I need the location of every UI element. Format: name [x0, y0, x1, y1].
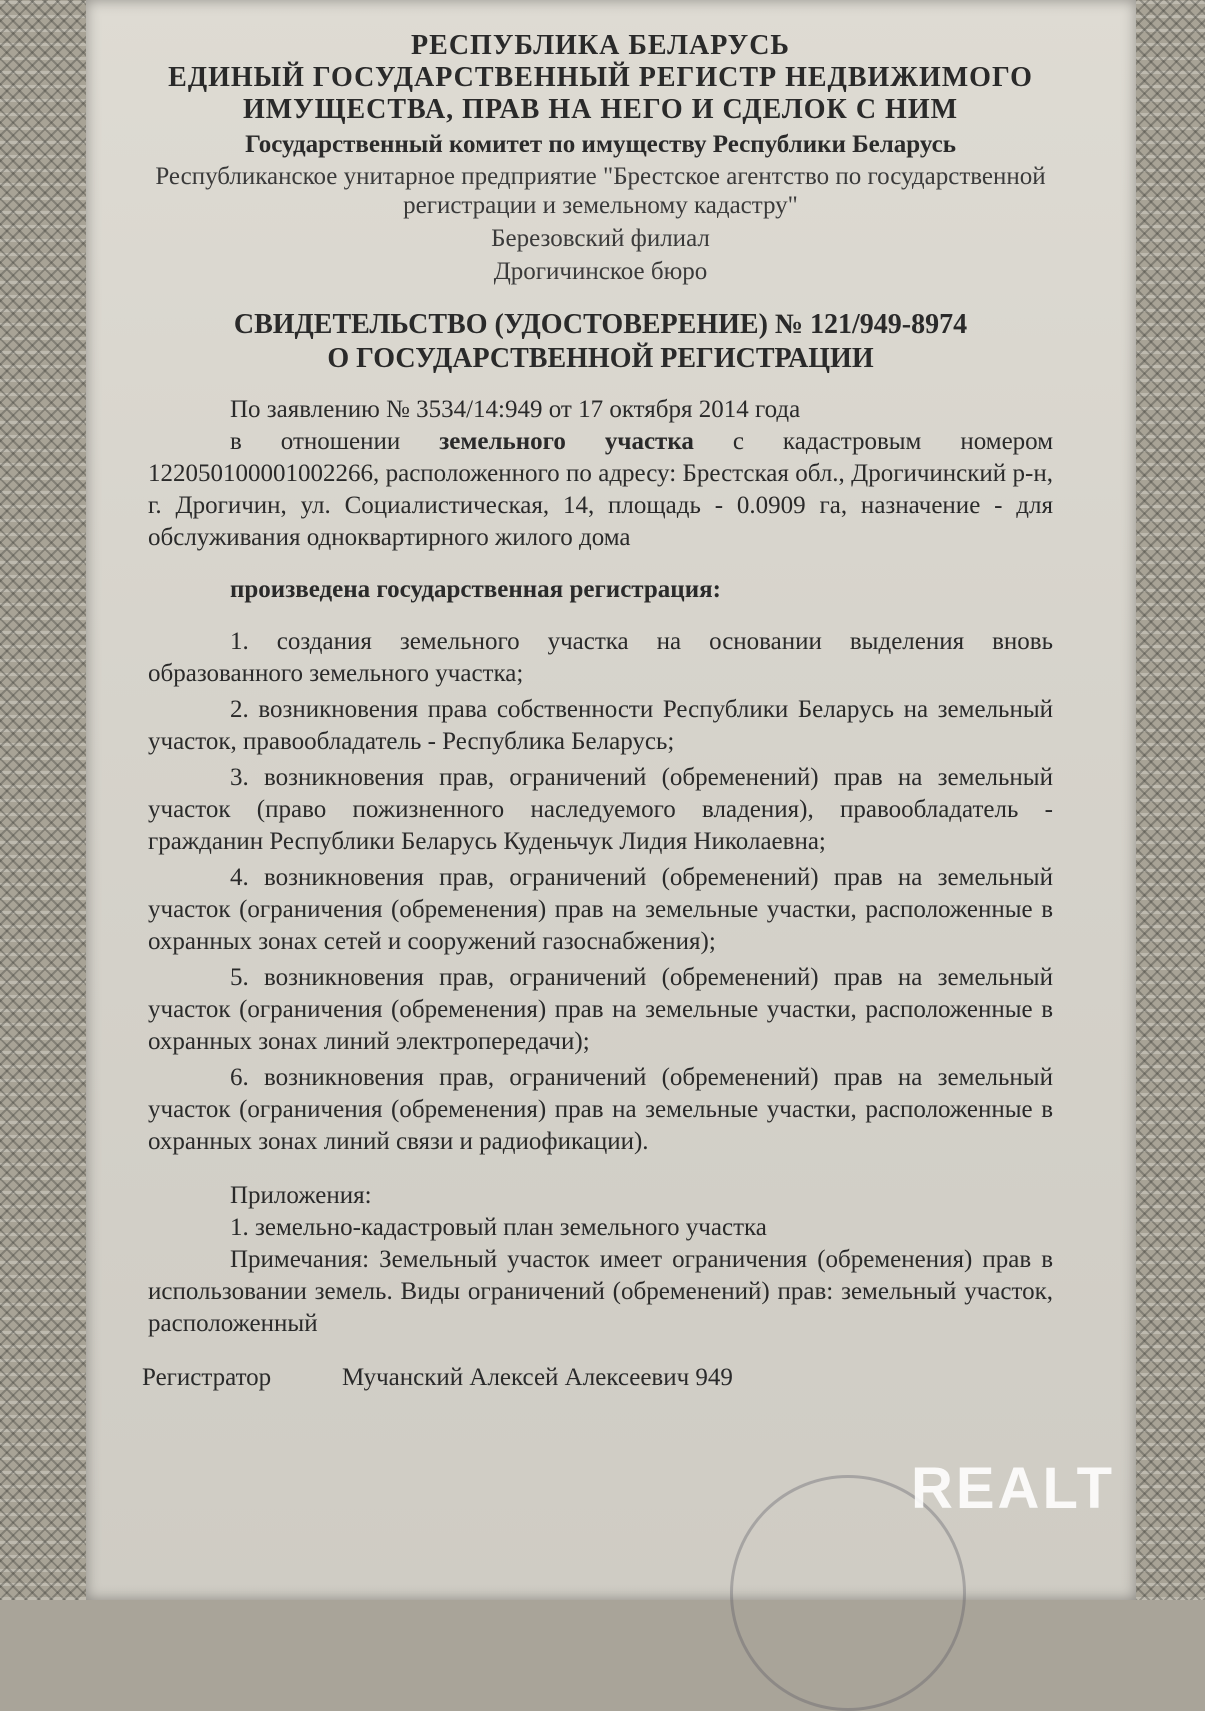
header-register-line1: ЕДИНЫЙ ГОСУДАРСТВЕННЫЙ РЕГИСТР НЕДВИЖИМОГО [168, 62, 1033, 94]
notes-paragraph: Примечания: Земельный участок имеет ограничения (обременения) прав в использовании земель. Виды ограничений (обременений) прав: земельный участок, расположенный [148, 1245, 1053, 1337]
attachments-item: 1. земельно-кадастровый план земельного участка [230, 1213, 767, 1241]
certificate-document [142, 30, 1054, 1392]
registrar-name: Мучанский Алексей Алексеевич 949 [342, 1363, 733, 1391]
header-republic: РЕСПУБЛИКА БЕЛАРУСЬ [411, 30, 790, 61]
certificate-title-line1: СВИДЕТЕЛЬСТВО (УДОСТОВЕРЕНИЕ) № 121/949-8974 [233, 309, 968, 341]
section-title: произведена государственная регистрация: [230, 575, 721, 603]
registrar-label: Регистратор [142, 1363, 272, 1391]
list-item: 4. возникновения прав, ограничений (обременений) прав на земельный участок (ограничения (обременения) прав на земельные участки, расположенные в охранных зонах сетей и сооружений газоснабжения); [148, 863, 1053, 955]
certificate-title-line2: О ГОСУДАРСТВЕННОЙ РЕГИСТРАЦИИ [327, 342, 874, 374]
attachments-label: Приложения: [230, 1181, 372, 1209]
header-bureau: Дрогичинское бюро [493, 257, 708, 285]
decorative-border-right [1135, 0, 1205, 1600]
registrar-line [142, 1363, 1053, 1392]
subject-prefix: в отношении [230, 427, 401, 455]
subject-rest: с кадастровым номером 122050100001002266, расположенного по адресу: Брестская обл., Дрогичинский р-н, г. Дрогичин, ул. Социалистическая, 14, площадь - 0.0909 га, назначение - для обслуживания одноквартирного жилого дома [148, 427, 1054, 551]
list-item: 5. возникновения прав, ограничений (обременений) прав на земельный участок (ограничения (обременения) прав на земельные участки, расположенные в охранных зонах линий электропередачи); [148, 963, 1053, 1055]
realt-watermark-logo: REALT [910, 1456, 1115, 1521]
application-line: По заявлению № 3534/14:949 от 17 октября 2014 года [230, 395, 801, 423]
header-enterprise: Республиканское унитарное предприятие "Брестское агентство по государственной регистрации и земельному кадастру" [155, 163, 1046, 220]
header-branch: Березовский филиал [491, 224, 710, 252]
header-committee: Государственный комитет по имуществу Республики Беларусь [245, 130, 956, 158]
list-item: 6. возникновения прав, ограничений (обременений) прав на земельный участок (ограничения (обременения) прав на земельные участки, расположенные в охранных зонах линий связи и радиофикации). [148, 1063, 1053, 1155]
subject-bold: земельного участка [439, 427, 694, 455]
subject-paragraph [148, 426, 1053, 554]
header-register-line2: ИМУЩЕСТВА, ПРАВ НА НЕГО И СДЕЛОК С НИМ [242, 94, 959, 126]
list-item: 1. создания земельного участка на основании выделения вновь образованного земельного участка; [148, 627, 1053, 687]
list-item: 3. возникновения прав, ограничений (обременений) прав на земельный участок (право пожизненного наследуемого владения), правообладатель - гражданин Республики Беларусь Куденьчук Лидия Николаевна; [148, 763, 1053, 855]
decorative-border-left [0, 0, 90, 1600]
certificate-title [148, 308, 1053, 375]
registration-list [148, 626, 1053, 1158]
list-item: 2. возникновения права собственности Республики Беларусь на земельный участок, правообладатель - Республика Беларусь; [148, 695, 1053, 755]
